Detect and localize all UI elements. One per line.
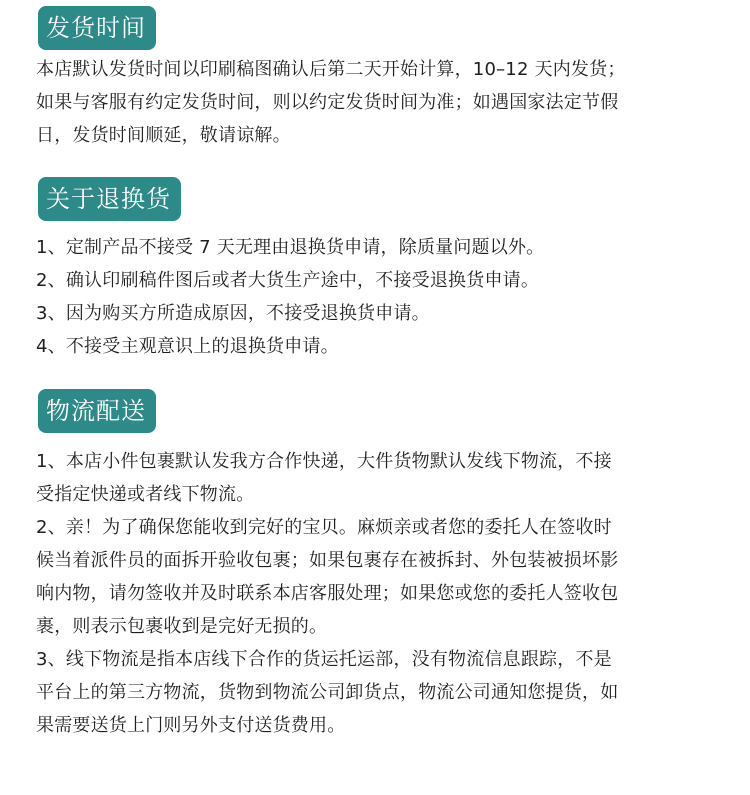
list-item: 受指定快递或者线下物流。 bbox=[36, 484, 255, 505]
list-item: 响内物，请勿签收并及时联系本店客服处理；如果您或您的委托人签收包 bbox=[36, 583, 619, 604]
list-item: 平台上的第三方物流，货物到物流公司卸货点，物流公司通知您提货，如 bbox=[36, 682, 619, 703]
section-shipping-time bbox=[36, 6, 726, 152]
list-item: 3、线下物流是指本店线下合作的货运托运部，没有物流信息跟踪，不是 bbox=[36, 649, 612, 670]
list-item: 1、本店小件包裹默认发我方合作快递，大件货物默认发线下物流，不接 bbox=[36, 451, 612, 472]
text-line: 如果与客服有约定发货时间，则以约定发货时间为准；如遇国家法定节假 bbox=[36, 92, 619, 113]
list-item: 4、不接受主观意识上的退换货申请。 bbox=[36, 336, 339, 357]
section-returns bbox=[36, 177, 726, 363]
list-item: 裹，则表示包裹收到是完好无损的。 bbox=[36, 616, 328, 637]
list-item: 2、亲！为了确保您能收到完好的宝贝。麻烦亲或者您的委托人在签收时 bbox=[36, 517, 612, 538]
section-title-returns: 关于退换货 bbox=[38, 177, 181, 221]
shipping-time-text bbox=[36, 53, 726, 152]
list-item: 3、因为购买方所造成原因，不接受退换货申请。 bbox=[36, 303, 430, 324]
list-item: 1、定制产品不接受 7 天无理由退换货申请，除质量问题以外。 bbox=[36, 237, 545, 258]
text-line: 本店默认发货时间以印刷稿图确认后第二天开始计算，10–12 天内发货； bbox=[36, 59, 626, 80]
returns-text bbox=[36, 231, 726, 363]
list-item: 候当着派件员的面拆开验收包裹；如果包裹存在被拆封、外包装被损坏影 bbox=[36, 550, 619, 571]
section-title-logistics: 物流配送 bbox=[38, 389, 156, 433]
section-logistics bbox=[36, 389, 726, 742]
text-line: 日，发货时间顺延，敬请谅解。 bbox=[36, 125, 291, 146]
section-title-shipping-time: 发货时间 bbox=[38, 6, 156, 50]
list-item: 2、确认印刷稿件图后或者大货生产途中，不接受退换货申请。 bbox=[36, 270, 540, 291]
logistics-text bbox=[36, 445, 726, 742]
list-item: 果需要送货上门则另外支付送货费用。 bbox=[36, 715, 346, 736]
